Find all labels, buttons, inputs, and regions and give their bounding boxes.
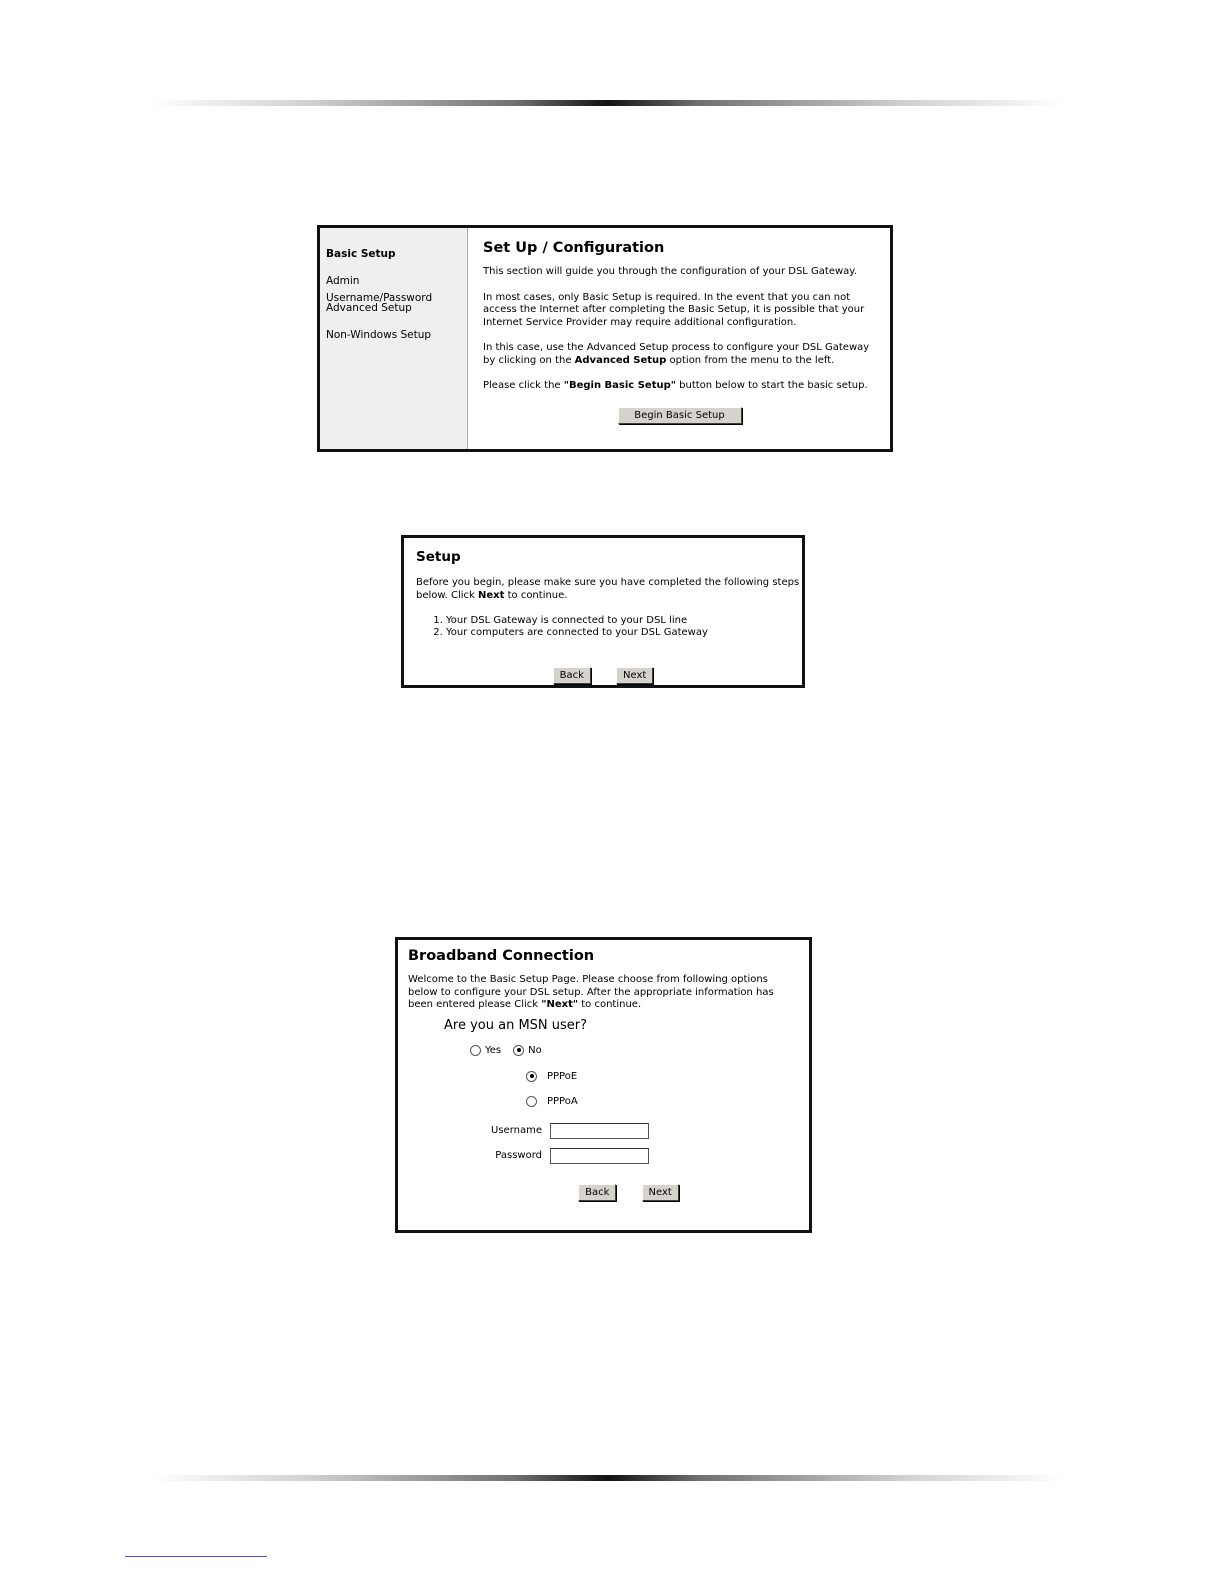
msn-yes-label: Yes	[485, 1044, 502, 1056]
bottom-decorative-rule	[150, 1475, 1065, 1481]
setup-configuration-panel	[317, 225, 893, 452]
password-row	[408, 1148, 799, 1164]
setup-intro-text: Before you begin, please make sure you have completed the following steps below. Click	[416, 577, 800, 601]
begin-instruction-text-end: button below to start the basic setup.	[675, 380, 868, 391]
back-button[interactable]: Back	[553, 667, 591, 684]
setup-title: Setup	[416, 549, 461, 565]
footer-link-underline	[125, 1556, 267, 1557]
broadband-connection-panel	[395, 937, 812, 1233]
password-field[interactable]	[550, 1148, 649, 1164]
pppoa-label: PPPoA	[547, 1095, 578, 1107]
intro-text: This section will guide you through the configuration of your DSL Gateway.	[483, 266, 857, 277]
pppoe-radio[interactable]	[526, 1071, 537, 1082]
pppoa-option	[526, 1096, 799, 1107]
page-title: Set Up / Configuration	[483, 240, 665, 256]
username-field[interactable]	[550, 1123, 649, 1139]
username-label: Username	[491, 1125, 542, 1136]
broadband-intro-emphasis: "Next"	[541, 999, 579, 1010]
sidebar-item-non-windows-setup[interactable]: Non-Windows Setup	[326, 329, 432, 341]
next-button[interactable]: Next	[616, 667, 653, 684]
setup-checklist-panel	[401, 535, 805, 688]
pppoa-radio[interactable]	[526, 1096, 537, 1107]
broadband-intro-text: Welcome to the Basic Setup Page. Please choose from following options below to configure your DSL setup. After the appropriate information has been entered please Click	[408, 974, 774, 1010]
list-item: 2. Your computers are connected to your DSL Gateway	[446, 627, 802, 639]
msn-no-radio[interactable]	[513, 1045, 524, 1056]
advanced-setup-note	[483, 342, 876, 367]
advanced-note-text-end: option from the menu to the left.	[666, 354, 835, 366]
sidebar-item-basic-setup[interactable]: Basic Setup	[326, 248, 396, 260]
pppoe-option	[526, 1071, 799, 1082]
msn-yes-radio[interactable]	[470, 1045, 481, 1056]
username-row	[408, 1123, 799, 1139]
begin-instruction-text: Please click the	[483, 380, 564, 391]
begin-instruction-emphasis: "Begin Basic Setup"	[563, 380, 676, 391]
broadband-next-button[interactable]: Next	[642, 1184, 679, 1201]
msn-no-label: No	[528, 1044, 542, 1056]
begin-instruction	[483, 380, 876, 393]
broadband-title: Broadband Connection	[408, 948, 595, 964]
top-decorative-rule	[150, 100, 1065, 106]
msn-question: Are you an MSN user?	[444, 1017, 588, 1033]
advanced-setup-emphasis: Advanced Setup	[574, 354, 667, 366]
list-item: 1. Your DSL Gateway is connected to your DSL line	[446, 615, 802, 627]
setup-configuration-content	[468, 228, 890, 449]
sidebar-item-advanced-setup[interactable]: Advanced Setup	[326, 302, 412, 314]
pppoe-label: PPPoE	[547, 1070, 578, 1082]
password-label: Password	[495, 1150, 542, 1161]
broadband-back-button[interactable]: Back	[578, 1184, 616, 1201]
msn-radio-group	[470, 1045, 799, 1056]
setup-sidebar	[320, 228, 468, 449]
begin-basic-setup-button[interactable]: Begin Basic Setup	[618, 407, 742, 424]
advanced-note-text: In this case, use the Advanced Setup process to configure your DSL Gateway by clicking on the	[483, 342, 870, 366]
setup-steps-list	[416, 615, 802, 639]
setup-intro-text-end: to continue.	[504, 589, 568, 601]
basic-setup-note: In most cases, only Basic Setup is required. In the event that you can not access the Internet after completing the Basic Setup, it is possible that your Internet Service Provider may require additional configuration.	[483, 291, 865, 328]
setup-intro-emphasis: Next	[478, 589, 505, 601]
setup-intro	[416, 577, 802, 602]
sidebar-item-admin-username-password[interactable]: Admin Username/Password	[326, 275, 433, 304]
broadband-intro	[408, 974, 799, 1012]
broadband-intro-text-end: to continue.	[578, 999, 642, 1010]
